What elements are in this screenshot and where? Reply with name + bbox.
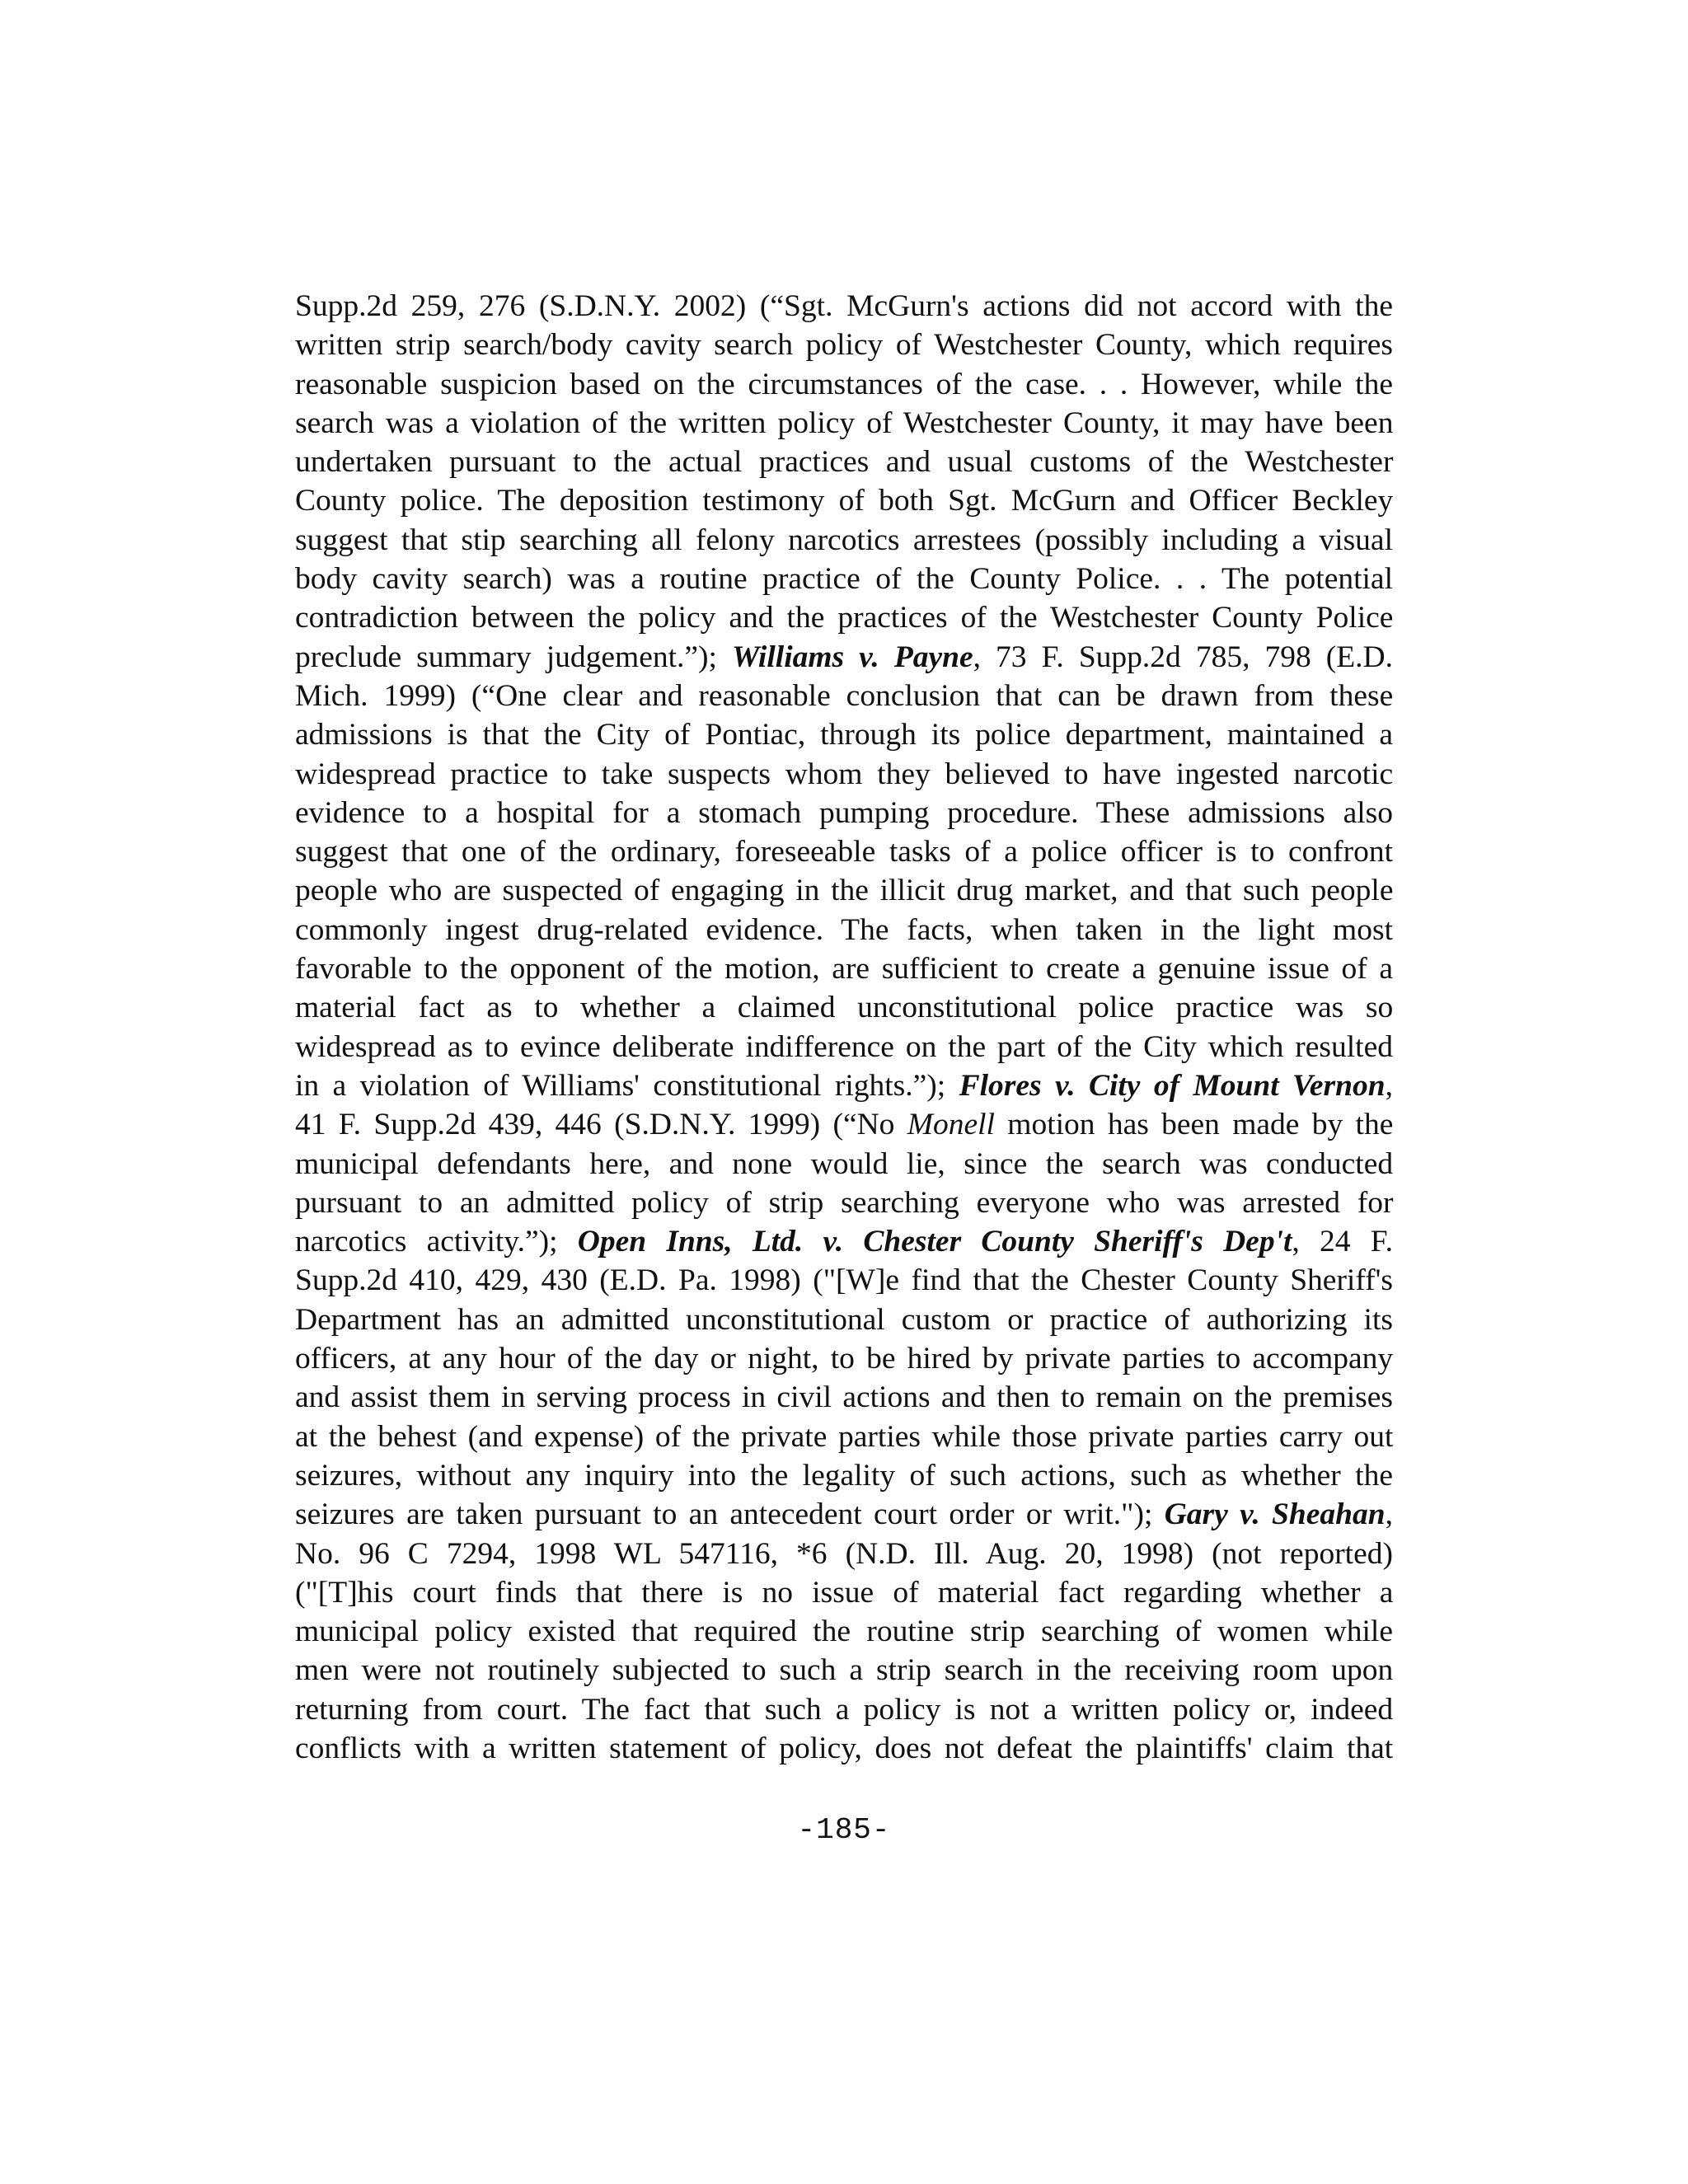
text-line — [295, 911, 1393, 949]
text-span: widespread practice to take suspects whom they believed to have ingested narcotic — [295, 757, 1394, 791]
text-line — [295, 521, 1393, 560]
text-line — [295, 1651, 1393, 1690]
text-line — [295, 755, 1393, 794]
text-span: commonly ingest drug-related evidence. The facts, when taken in the light most — [295, 912, 1393, 947]
text-line — [295, 1612, 1393, 1651]
text-line — [295, 988, 1393, 1027]
text-line — [295, 1028, 1393, 1066]
case-citation: Flores v. City of Mount Vernon — [959, 1068, 1386, 1103]
text-span: suggest that one of the ordinary, foreseeable tasks of a police officer is to confront — [295, 835, 1393, 869]
text-line — [295, 638, 1393, 677]
text-line — [295, 1066, 1393, 1105]
text-span: County police. The deposition testimony of both Sgt. McGurn and Officer Beckley — [295, 484, 1394, 518]
text-line — [295, 794, 1393, 832]
body-paragraph — [295, 287, 1393, 1768]
text-line — [295, 871, 1393, 910]
text-span: at the behest (and expense) of the private parties while those private parties carry out — [295, 1419, 1394, 1454]
text-span: people who are suspected of engaging in the illicit drug market, and that such people — [295, 874, 1394, 908]
text-span: returning from court. The fact that such a policy is not a written policy or, indeed — [295, 1692, 1394, 1727]
text-span: , — [1385, 1497, 1393, 1532]
text-line — [295, 1222, 1393, 1261]
text-line — [295, 677, 1393, 715]
text-span: Mich. 1999) (“One clear and reasonable conclusion that can be drawn from these — [295, 678, 1394, 713]
text-span: contradiction between the policy and the practices of the Westchester County Police — [295, 601, 1394, 635]
text-line — [295, 1145, 1393, 1183]
page-number: -185- — [797, 1813, 891, 1847]
text-span: seizures, without any inquiry into the legality of such actions, such as whether the — [295, 1458, 1393, 1493]
text-span: conflicts with a written statement of policy, does not defeat the plaintiffs' claim that — [295, 1731, 1394, 1765]
text-line — [295, 326, 1393, 364]
text-line — [295, 1105, 1393, 1144]
text-line — [295, 1573, 1393, 1612]
text-line — [295, 1378, 1393, 1417]
text-span: material fact as to whether a claimed unconstitutional police practice was so — [295, 991, 1394, 1025]
text-span: men were not routinely subjected to such a strip search in the receiving room upon — [295, 1653, 1394, 1688]
case-citation: Williams v. Payne — [731, 640, 973, 674]
case-citation: Gary v. Sheahan — [1164, 1497, 1386, 1532]
text-span: widespread as to evince deliberate indifference on the part of the City which resulted — [295, 1029, 1393, 1064]
text-span: suggest that stip searching all felony narcotics arrestees (possibly including a visual — [295, 523, 1393, 557]
text-span: written strip search/body cavity search policy of Westchester County, which requires — [295, 328, 1393, 363]
text-span: , — [1385, 1068, 1393, 1103]
text-line — [295, 1183, 1393, 1222]
text-span: and assist them in serving process in civil actions and then to remain on the premises — [295, 1380, 1393, 1415]
text-line — [295, 287, 1393, 326]
text-span: ("[T]his court finds that there is no issue of material fact regarding whether a — [295, 1575, 1394, 1610]
text-span: municipal policy existed that required the routine strip searching of women while — [295, 1615, 1393, 1649]
text-span: search was a violation of the written policy of Westchester County, it may have been — [295, 405, 1394, 440]
text-line — [295, 1301, 1393, 1339]
text-span: No. 96 C 7294, 1998 WL 547116, *6 (N.D. Ill. Aug. 20, 1998) (not reported) — [295, 1536, 1393, 1571]
text-span: in a violation of Williams' constitutional rights.”); — [295, 1068, 959, 1103]
text-line — [295, 560, 1393, 598]
text-line — [295, 365, 1393, 404]
text-span: reasonable suspicion based on the circumstances of the case. . . However, while the — [295, 367, 1393, 401]
text-line — [295, 1495, 1393, 1534]
text-span: officers, at any hour of the day or night, to be hired by private parties to accompany — [295, 1342, 1394, 1376]
text-line — [295, 598, 1393, 637]
text-span: preclude summary judgement.”); — [295, 640, 732, 674]
text-span: Supp.2d 259, 276 (S.D.N.Y. 2002) (“Sgt. McGurn's actions did not accord with the — [295, 289, 1393, 323]
text-line — [295, 949, 1393, 988]
text-line — [295, 443, 1393, 481]
text-line — [295, 1729, 1393, 1768]
text-line — [295, 715, 1393, 754]
text-span: favorable to the opponent of the motion, are sufficient to create a genuine issue of a — [295, 952, 1394, 987]
text-span: Department has an admitted unconstitutional custom or practice of authorizing its — [295, 1302, 1393, 1337]
text-span: municipal defendants here, and none would lie, since the search was conducted — [295, 1146, 1394, 1181]
text-span: , 73 F. Supp.2d 785, 798 (E.D. — [973, 640, 1394, 674]
text-line — [295, 1535, 1393, 1573]
italic-term: Monell — [907, 1108, 995, 1142]
text-line — [295, 1456, 1393, 1495]
case-citation: Open Inns, Ltd. v. Chester County Sheriff's Dep't — [577, 1225, 1292, 1259]
text-span: admissions is that the City of Pontiac, through its police department, maintained a — [295, 718, 1393, 752]
text-span: pursuant to an admitted policy of strip searching everyone who was arrested for — [295, 1185, 1394, 1220]
text-line — [295, 832, 1393, 871]
text-span: body cavity search) was a routine practice of the County Police. . . The potential — [295, 562, 1393, 597]
text-span: , 24 F. — [1292, 1225, 1393, 1259]
text-span: evidence to a hospital for a stomach pumping procedure. These admissions also — [295, 795, 1393, 830]
text-span: motion has been made by the — [994, 1108, 1394, 1142]
text-line — [295, 404, 1393, 443]
text-line — [295, 1690, 1393, 1729]
text-line — [295, 1339, 1393, 1378]
text-line — [295, 481, 1393, 520]
text-span: Supp.2d 410, 429, 430 (E.D. Pa. 1998) ("[W]e find that the Chester County Sheriff's — [295, 1263, 1393, 1298]
text-span: undertaken pursuant to the actual practices and usual customs of the Westchester — [295, 445, 1394, 480]
text-span: 41 F. Supp.2d 439, 446 (S.D.N.Y. 1999) (“No — [295, 1108, 907, 1142]
text-span: narcotics activity.”); — [295, 1225, 578, 1259]
text-span: seizures are taken pursuant to an antecedent court order or writ."); — [295, 1497, 1165, 1532]
text-line — [295, 1261, 1393, 1300]
text-line — [295, 1418, 1393, 1456]
